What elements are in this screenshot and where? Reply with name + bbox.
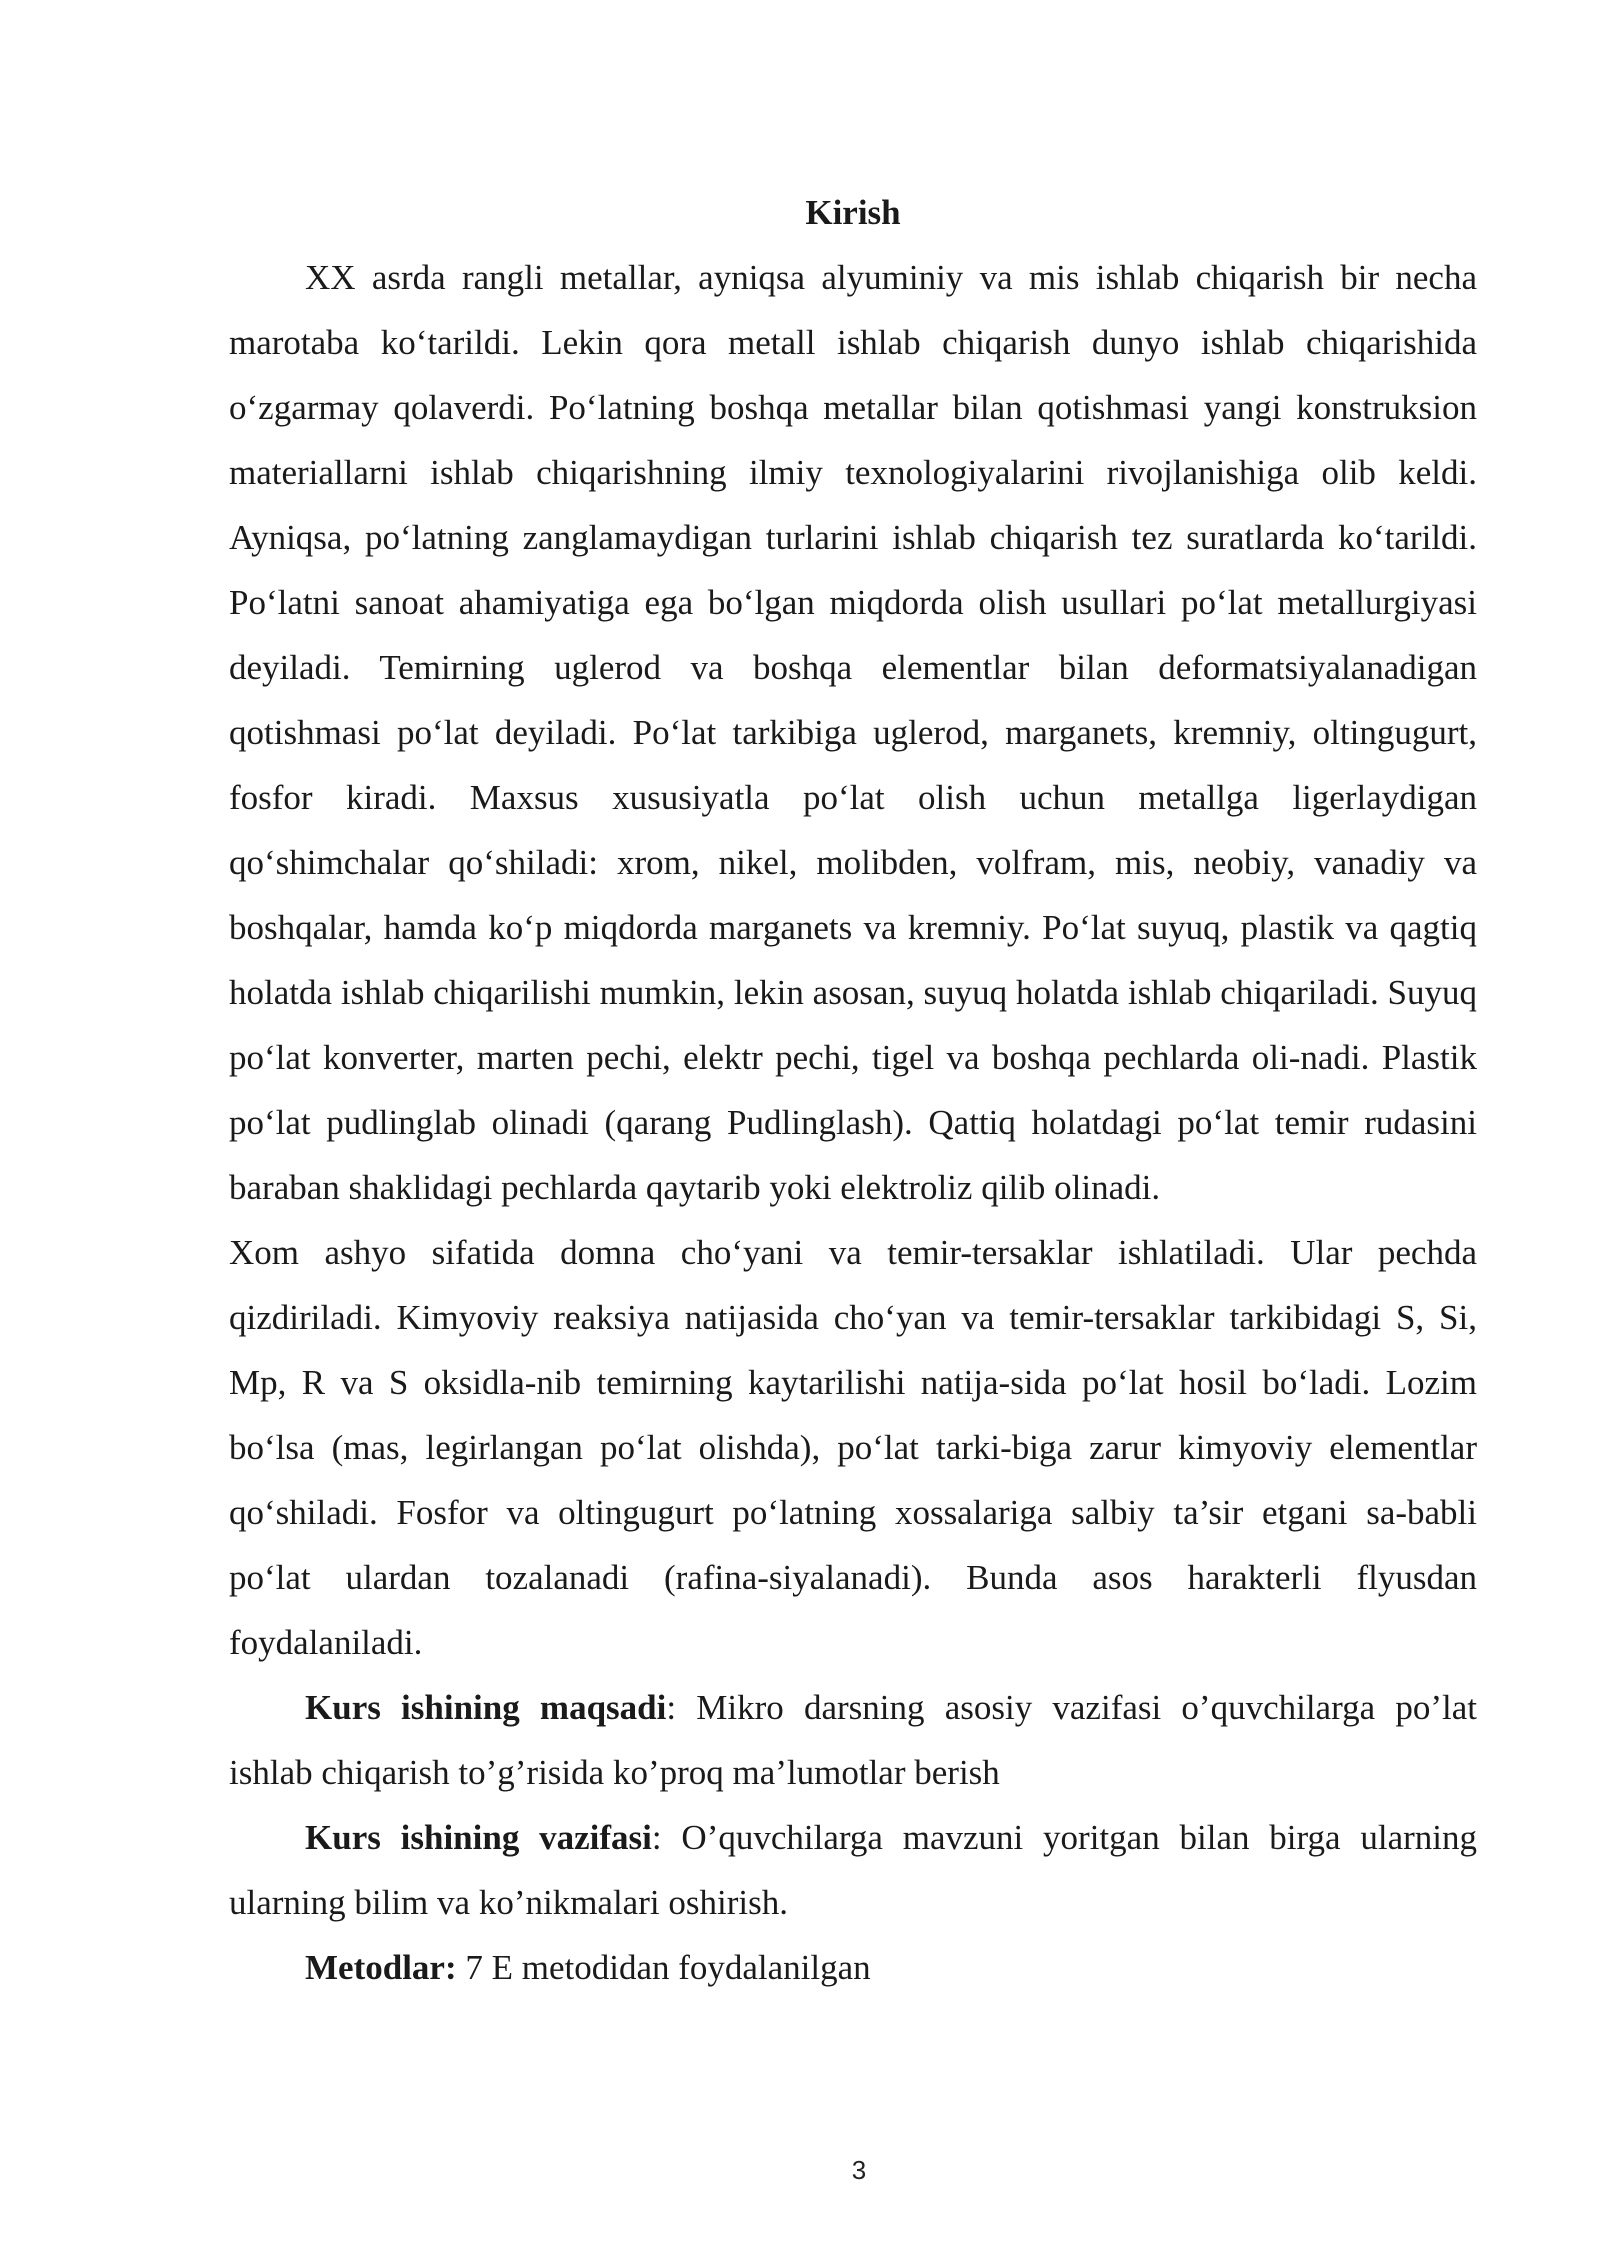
course-task-label: Kurs ishining vazifasi [305, 1818, 652, 1857]
methods-label: Metodlar: [305, 1948, 457, 1987]
page-number: 3 [851, 2155, 867, 2185]
methods-paragraph [229, 1935, 1477, 2000]
course-task-text: : O’quvchilarga mavzuni yoritgan bilan birga ularning ularning bilim va ko’nikmalari oshirish. [229, 1818, 1477, 1922]
methods-text: 7 E metodidan foydalanilgan [456, 1948, 871, 1987]
raw-materials-paragraph: Xom ashyo sifatida domna cho‘yani va temir-tersaklar ishlatiladi. Ular pechda qizdiriladi. Kimyoviy reaksiya natijasida cho‘yan va temir-tersaklar tarkibidagi S, Si, Mp, R va S oksidla-nib temirning kaytarilishi natija-sida po‘lat hosil bo‘ladi. Lozim bo‘lsa (mas, legirlangan po‘lat olishda), po‘lat tarki-biga zarur kimyoviy elementlar qo‘shiladi. Fosfor va oltingugurt po‘latning xossalariga salbiy ta’sir etgani sa-babli po‘lat ulardan tozalanadi (rafina-siyalanadi). Bunda asos harakterli flyusdan foydalaniladi. [229, 1233, 1477, 1662]
page-content [229, 180, 1477, 2000]
course-goal-text: : Mikro darsning asosiy vazifasi o’quvchilarga po’lat ishlab chiqarish to’g’risida ko’proq ma’lumotlar berish [229, 1688, 1477, 1792]
section-title: Kirish [805, 193, 901, 232]
intro-paragraph: XX asrda rangli metallar, ayniqsa alyuminiy va mis ishlab chiqarish bir necha marotaba ko‘tarildi. Lekin qora metall ishlab chiqarish dunyo ishlab chiqarishida o‘zgarmay qolaverdi. Po‘latning boshqa metallar bilan qotishmasi yangi konstruksion materiallarni ishlab chiqarishning ilmiy texnologiyalarini rivojlanishiga olib keldi. Ayniqsa, po‘latning zanglamaydigan turlarini ishlab chiqarish tez suratlarda ko‘tarildi. Po‘latni sanoat ahamiyatiga ega bo‘lgan miqdorda olish usullari po‘lat metallurgiyasi deyiladi. Temirning uglerod va boshqa elementlar bilan deformatsiyalanadigan qotishmasi po‘lat deyiladi. Po‘lat tarkibiga uglerod, marganets, kremniy, oltingugurt, fosfor kiradi. Maxsus xususiyatla po‘lat olish uchun metallga ligerlaydigan qo‘shimchalar qo‘shiladi: xrom, nikel, molibden, volfram, mis, neobiy, vanadiy va boshqalar, hamda ko‘p miqdorda marganets va kremniy. Po‘lat suyuq, plastik va qagtiq holatda ishlab chiqarilishi mumkin, lekin asosan, suyuq holatda ishlab chiqariladi. Suyuq po‘lat konverter, marten pechi, elektr pechi, tigel va boshqa pechlarda oli-nadi. Plastik po‘lat pudlinglab olinadi (qarang Pudlinglash). Qattiq holatdagi po‘lat temir rudasini baraban shaklidagi pechlarda qaytarib yoki elektroliz qilib olinadi. [229, 258, 1477, 1207]
course-goal-label: Kurs ishining maqsadi [305, 1688, 667, 1727]
course-task-paragraph [229, 1805, 1477, 1935]
course-goal-paragraph [229, 1675, 1477, 1805]
